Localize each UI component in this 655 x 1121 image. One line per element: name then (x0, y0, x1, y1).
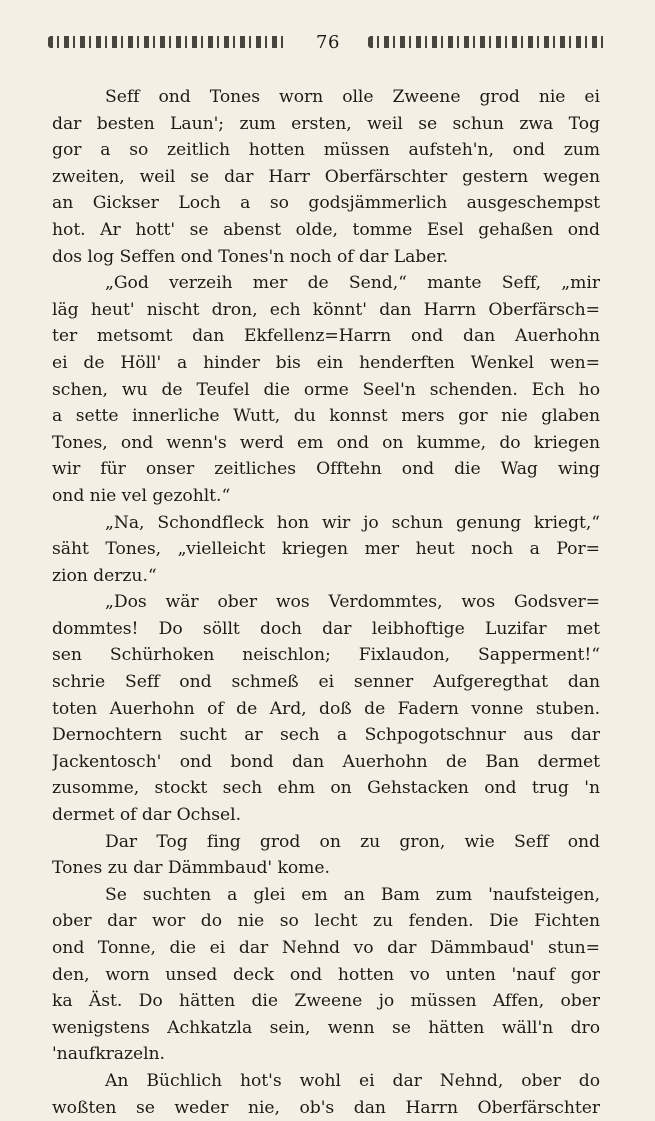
text-line: dar besten Laun'; zum ersten, weil se schun zwa Tog (52, 113, 600, 134)
text-line: zweiten, weil se dar Harr Oberfärschter gestern wegen (52, 166, 600, 187)
right-ornament-icon (368, 36, 608, 48)
text-line: ober dar wor do nie so lecht zu fenden. Die Fichten (52, 911, 600, 932)
text-line: zusomme, stockt sech ehm on Gehstacken ond trug 'n (52, 778, 600, 799)
text-line: an Gickser Loch a so godsjämmerlich ausgeschempst (52, 193, 600, 214)
text-line: dommtes! Do söllt doch dar leibhoftige Luzifar met (52, 618, 600, 639)
text-line: a sette innerliche Wutt, du konnst mers gor nie glaben (52, 406, 600, 427)
page-header (48, 30, 608, 54)
text-line: gor a so zeitlich hotten müssen aufsteh'n, ond zum (52, 140, 600, 161)
text-line: toten Auerhohn of de Ard, doß de Fadern vonne stuben. (52, 698, 600, 719)
text-line: ei de Höll' a hinder bis ein henderften Wenkel wen= (52, 352, 600, 373)
text-line: An Büchlich hot's wohl ei dar Nehnd, ober do (105, 1070, 600, 1091)
text-line: Jackentosch' ond bond dan Auerhohn de Ban dermet (52, 751, 600, 772)
text-line: dermet of dar Ochsel. (52, 805, 242, 826)
text-line: zion derzu.“ (52, 565, 157, 586)
text-line: dos log Seffen ond Tones'n noch of dar Laber. (52, 246, 449, 267)
text-line: ka Äst. Do hätten die Zweene jo müssen Affen, ober (52, 991, 600, 1012)
text-line: läg heut' nischt dron, ech könnt' dan Harrn Oberfärsch= (52, 299, 600, 320)
text-line: wir für onser zeitliches Offtehn ond die Wag wing (52, 459, 600, 480)
text-line: Tones, ond wenn's werd em ond on kumme, do kriegen (52, 432, 600, 453)
text-line: „Dos wär ober wos Verdommtes, wos Godsver= (105, 592, 600, 613)
text-line: „God verzeih mer de Send,“ mante Seff, „mir (105, 273, 600, 294)
text-line: wenigstens Achkatzla sein, wenn se hätten wäll'n dro (52, 1017, 600, 1038)
text-line: den, worn unsed deck ond hotten vo unten 'nauf gor (52, 964, 600, 985)
text-line: Dar Tog fing grod on zu gron, wie Seff ond (105, 831, 600, 852)
text-line: ond nie vel gezohlt.“ (52, 485, 231, 506)
text-line: 'naufkrazeln. (52, 1044, 165, 1065)
text-line: woßten se weder nie, ob's dan Harrn Oberfärschter (52, 1097, 600, 1118)
text-line: ter metsomt dan Ekfellenz=Harrn ond dan Auerhohn (52, 326, 600, 347)
text-line: Dernochtern sucht ar sech a Schpogotschnur aus dar (52, 725, 600, 746)
text-line: Se suchten a glei em an Bam zum 'naufsteigen, (105, 884, 600, 905)
text-line: ond Tonne, die ei dar Nehnd vo dar Dämmbaud' stun= (52, 938, 600, 958)
body-text (52, 84, 600, 1121)
text-line: schrie Seff ond schmeß ei senner Aufgeregthat dan (52, 672, 600, 693)
text-line: hot. Ar hott' se abenst olde, tomme Esel gehaßen ond (52, 219, 600, 240)
text-line: schen, wu de Teufel die orme Seel'n schenden. Ech ho (52, 379, 600, 400)
text-line: säht Tones, „vielleicht kriegen mer heut noch a Por= (52, 539, 600, 560)
text-line: „Na, Schondfleck hon wir jo schun genung kriegt,“ (105, 512, 600, 533)
page-number: 76 (316, 31, 340, 53)
text-line: Seff ond Tones worn olle Zweene grod nie ei (105, 87, 600, 107)
text-line: sen Schürhoken neischlon; Fixlaudon, Sapperment!“ (52, 645, 600, 666)
text-line: Tones zu dar Dämmbaud' kome. (52, 858, 330, 879)
left-ornament-icon (48, 36, 288, 48)
